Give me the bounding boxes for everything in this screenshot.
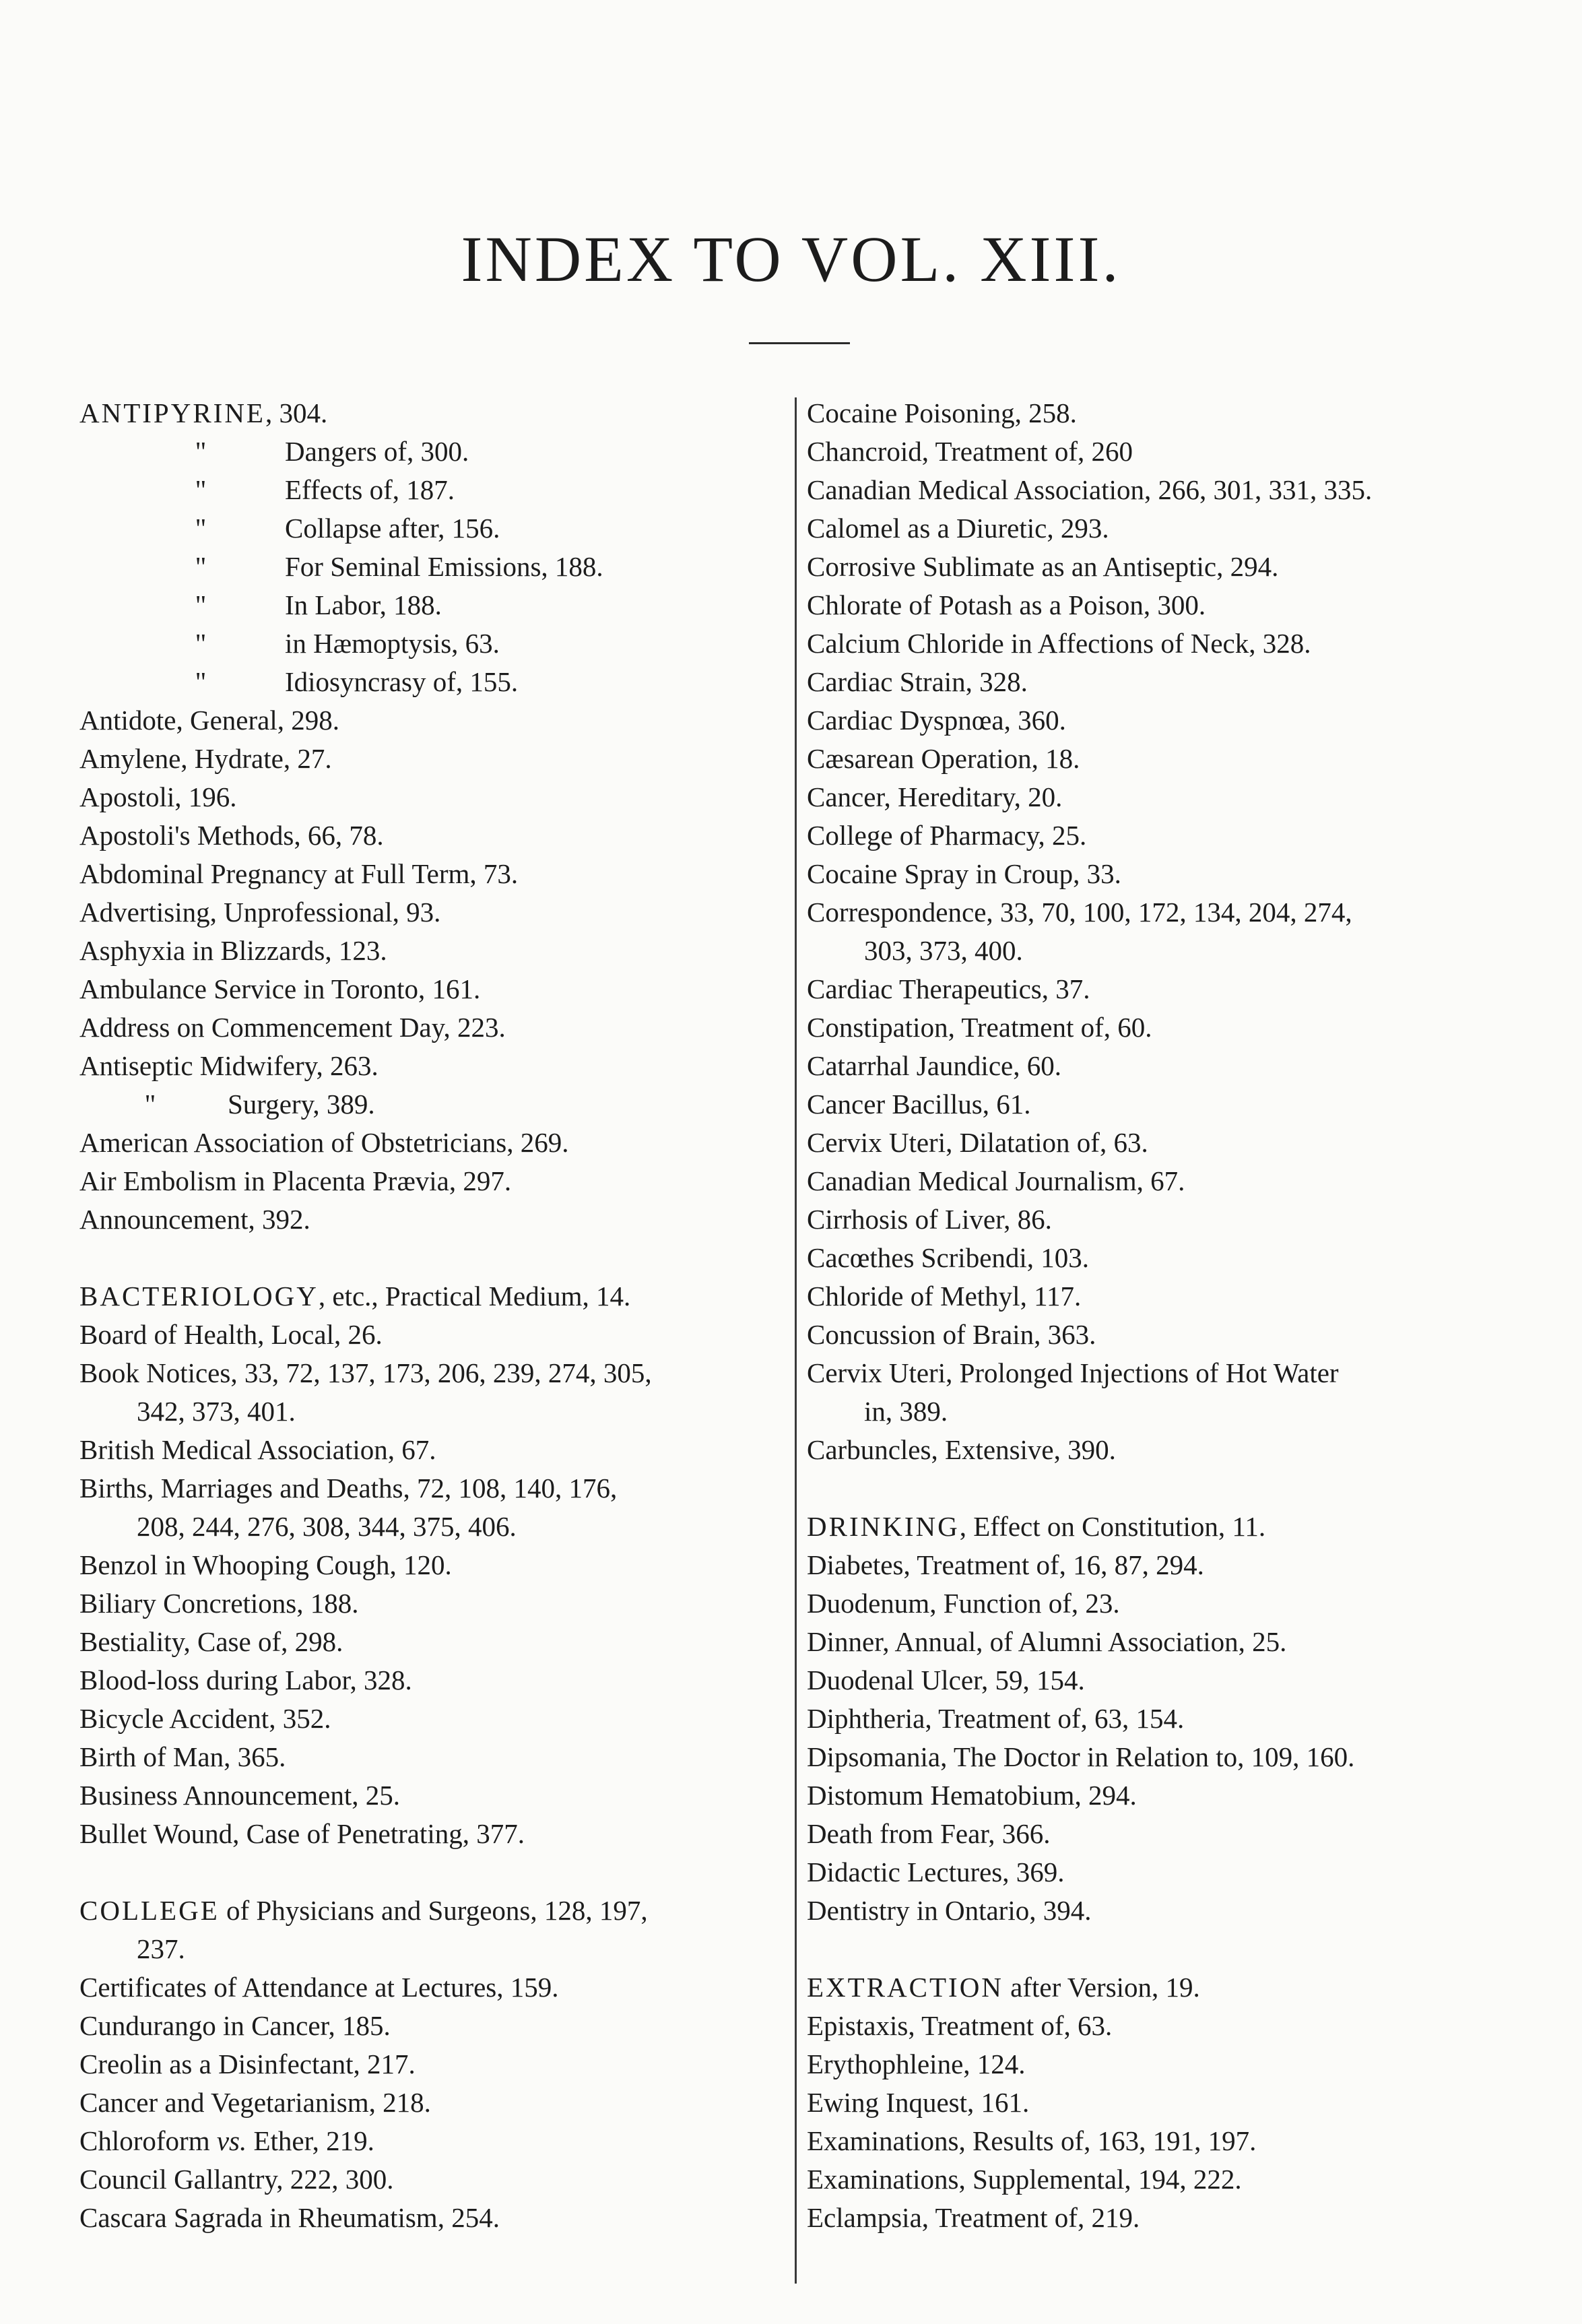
index-entry: Ambulance Service in Toronto, 161. [79,973,481,1004]
index-entry: Examinations, Supplemental, 194, 222. [807,2164,1242,2195]
index-entry-continuation: 237. [137,1933,185,1964]
index-subentry-text: For Seminal Emissions, 188. [285,551,603,582]
index-entry-continuation: 303, 373, 400. [864,935,1023,966]
ditto-mark: " [195,589,207,620]
index-entry-continuation: 208, 244, 276, 308, 344, 375, 406. [137,1511,517,1542]
index-subentry-text: In Labor, 188. [285,589,442,620]
index-entry: Calomel as a Diuretic, 293. [807,513,1109,544]
index-subentry-text: Collapse after, 156. [285,513,500,544]
index-entry: Diphtheria, Treatment of, 63, 154. [807,1703,1185,1734]
index-entry: Abdominal Pregnancy at Full Term, 73. [79,858,519,889]
index-entry: Carbuncles, Extensive, 390. [807,1434,1116,1465]
index-entry: Apostoli's Methods, 66, 78. [79,820,384,851]
index-entry: Air Embolism in Placenta Prævia, 297. [79,1165,512,1196]
index-entry: Cascara Sagrada in Rheumatism, 254. [79,2202,500,2233]
index-entry: American Association of Obstetricians, 269. [79,1127,569,1158]
index-entry-text: , 304. [265,397,328,428]
index-entry: Bullet Wound, Case of Penetrating, 377. [79,1818,525,1849]
index-entry: Bicycle Accident, 352. [79,1703,331,1734]
section-head-word: COLLEGE [79,1895,220,1926]
index-entry: Dipsomania, The Doctor in Relation to, 109, 160. [807,1741,1355,1772]
section-head-word: BACTERIOLOGY [79,1281,319,1312]
index-subentry-text: Effects of, 187. [285,474,455,505]
index-entry: Cocaine Poisoning, 258. [807,397,1077,428]
index-entry: Chloride of Methyl, 117. [807,1281,1082,1312]
index-entry: Cervix Uteri, Dilatation of, 63. [807,1127,1148,1158]
index-entry: College of Pharmacy, 25. [807,820,1087,851]
index-entry: Birth of Man, 365. [79,1741,286,1772]
index-entry: Diabetes, Treatment of, 16, 87, 294. [807,1549,1204,1580]
index-subentry-text: Idiosyncrasy of, 155. [285,666,519,697]
index-entry: British Medical Association, 67. [79,1434,436,1465]
index-entry: Book Notices, 33, 72, 137, 173, 206, 239, 274, 305, [79,1357,652,1388]
page-title: INDEX TO VOL. XIII. [461,223,1121,295]
index-entry-continuation: 342, 373, 401. [137,1396,296,1427]
index-subentry [79,548,780,586]
index-entry: Dentistry in Ontario, 394. [807,1895,1092,1926]
index-entry: Benzol in Whooping Cough, 120. [79,1549,452,1580]
index-entry: Announcement, 392. [79,1204,310,1235]
index-entry: Bestiality, Case of, 298. [79,1626,343,1657]
index-entry: Cervix Uteri, Prolonged Injections of Hot Water [807,1357,1339,1388]
index-entry-italic: vs. [216,2125,247,2156]
index-subentry [79,1085,780,1124]
ditto-mark: " [195,628,207,659]
section-head-word: DRINKING [807,1511,960,1542]
index-entry: Antidote, General, 298. [79,705,339,736]
index-entry: Corrosive Sublimate as an Antiseptic, 294. [807,551,1279,582]
index-entry: Cancer, Hereditary, 20. [807,781,1063,812]
index-entry-text: of Physicians and Surgeons, 128, 197, [219,1895,648,1926]
index-entry: Address on Commencement Day, 223. [79,1012,506,1043]
index-entry: Eclampsia, Treatment of, 219. [807,2202,1140,2233]
index-entry: Council Gallantry, 222, 300. [79,2164,394,2195]
index-entry: Cacœthes Scribendi, 103. [807,1242,1090,1273]
section-gap [79,1239,780,1277]
index-entry: Correspondence, 33, 70, 100, 172, 134, 204, 274, [807,897,1352,928]
ditto-mark: " [195,474,207,505]
index-column-right [807,394,1575,2237]
index-entry-text: after Version, 19. [1003,1972,1200,2003]
section-head-word: ANTIPYRINE [79,397,265,428]
index-entry: Death from Fear, 366. [807,1818,1051,1849]
index-entry: Cæsarean Operation, 18. [807,743,1080,774]
section-head-word: EXTRACTION [807,1972,1003,2003]
index-entry: Didactic Lectures, 369. [807,1857,1065,1887]
index-entry [79,2122,780,2160]
index-entry: Apostoli, 196. [79,781,237,812]
index-entry: Canadian Medical Association, 266, 301, 331, 335. [807,474,1373,505]
title-rule [749,342,850,344]
ditto-mark: " [144,1089,156,1120]
index-entry: Cancer and Vegetarianism, 218. [79,2087,431,2118]
index-subentry [79,432,780,471]
index-subentry-text: in Hæmoptysis, 63. [285,628,500,659]
index-entry: Calcium Chloride in Affections of Neck, 328. [807,628,1311,659]
index-subentry-text: Dangers of, 300. [285,436,469,467]
index-entry: Cirrhosis of Liver, 86. [807,1204,1052,1235]
index-column-left [79,394,780,2237]
index-subentry [79,471,780,509]
index-subentry [79,509,780,548]
index-entry: Dinner, Annual, of Alumni Association, 25. [807,1626,1287,1657]
index-subentry-text: Surgery, 389. [228,1089,375,1120]
index-entry: Cardiac Therapeutics, 37. [807,973,1090,1004]
index-subentry [79,663,780,701]
index-entry: Catarrhal Jaundice, 60. [807,1050,1061,1081]
index-entry: Cardiac Dyspnœa, 360. [807,705,1066,736]
ditto-mark: " [195,666,207,697]
ditto-mark: " [195,551,207,582]
ditto-mark: " [195,436,207,467]
index-entry-text: Chloroform [79,2125,217,2156]
section-gap [807,1930,1575,1968]
index-entry: Canadian Medical Journalism, 67. [807,1165,1185,1196]
index-entry [807,1508,1575,1546]
index-entry: Creolin as a Disinfectant, 217. [79,2048,416,2079]
index-entry: Distomum Hematobium, 294. [807,1780,1137,1811]
index-entry: Chancroid, Treatment of, 260 [807,436,1133,467]
index-entry: Cocaine Spray in Croup, 33. [807,858,1121,889]
index-entry: Duodenal Ulcer, 59, 154. [807,1665,1085,1696]
section-gap [79,1853,780,1892]
index-entry: Cancer Bacillus, 61. [807,1089,1031,1120]
index-entry: Births, Marriages and Deaths, 72, 108, 140, 176, [79,1473,618,1504]
index-entry: Cardiac Strain, 328. [807,666,1028,697]
index-entry-text: , Effect on Constitution, 11. [959,1511,1266,1542]
index-entry [79,1277,780,1316]
index-entry: Blood-loss during Labor, 328. [79,1665,412,1696]
column-divider [795,397,797,2284]
index-entry: Erythophleine, 124. [807,2048,1026,2079]
index-subentry [79,624,780,663]
index-entry: Antiseptic Midwifery, 263. [79,1050,378,1081]
index-entry: Duodenum, Function of, 23. [807,1588,1120,1619]
index-entry: Cundurango in Cancer, 185. [79,2010,391,2041]
index-subentry [79,586,780,624]
index-entry: Biliary Concretions, 188. [79,1588,359,1619]
index-entry: Chlorate of Potash as a Poison, 300. [807,589,1206,620]
ditto-mark: " [195,513,207,544]
index-entry: Concussion of Brain, 363. [807,1319,1096,1350]
index-entry: Ewing Inquest, 161. [807,2087,1030,2118]
index-entry: Amylene, Hydrate, 27. [79,743,332,774]
section-gap [807,1469,1575,1508]
index-entry: Examinations, Results of, 163, 191, 197. [807,2125,1257,2156]
index-entry-text: , etc., Practical Medium, 14. [318,1281,631,1312]
index-entry: Certificates of Attendance at Lectures, 159. [79,1972,559,2003]
index-entry: Business Announcement, 25. [79,1780,401,1811]
index-entry: Epistaxis, Treatment of, 63. [807,2010,1113,2041]
index-entry: Advertising, Unprofessional, 93. [79,897,441,928]
index-entry-continuation: in, 389. [864,1396,948,1427]
index-entry [807,1968,1575,2007]
index-entry: Constipation, Treatment of, 60. [807,1012,1152,1043]
index-entry [79,1892,780,1930]
index-entry: Asphyxia in Blizzards, 123. [79,935,387,966]
index-entry [79,394,780,432]
index-entry-text: Ether, 219. [246,2125,374,2156]
index-entry: Board of Health, Local, 26. [79,1319,383,1350]
